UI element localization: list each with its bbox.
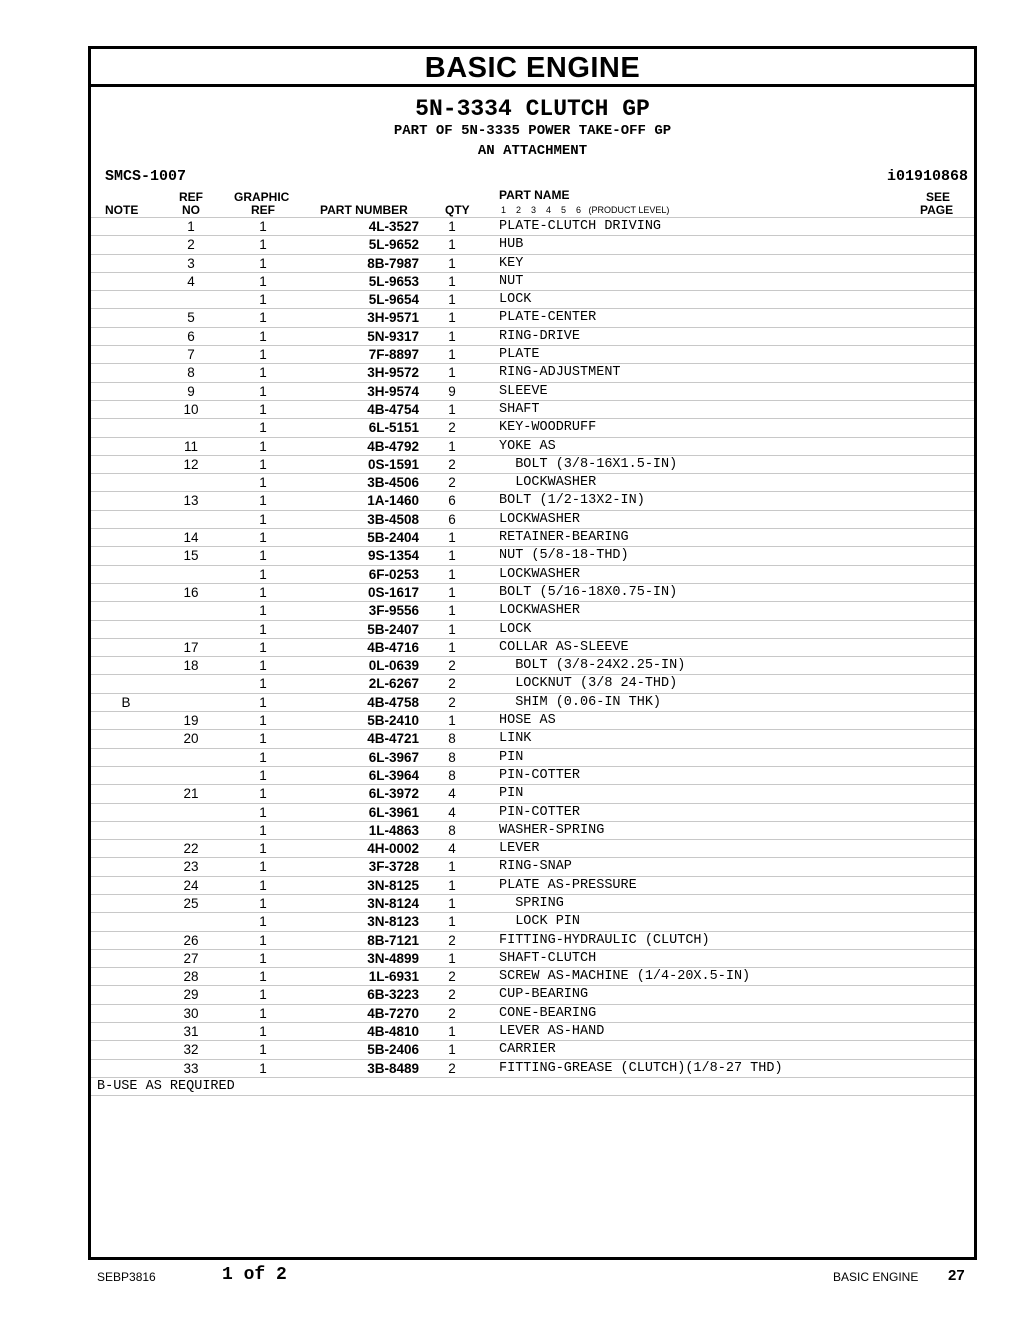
ref-no-cell: 22	[183, 841, 199, 857]
ref-no-cell: 9	[187, 383, 195, 399]
graphic-ref-cell: 1	[259, 530, 267, 546]
qty-cell: 1	[448, 950, 456, 966]
part-name-cell: CONE-BEARING	[499, 1005, 597, 1021]
graphic-ref-cell: 1	[259, 950, 267, 966]
ref-no-cell: 8	[187, 365, 195, 381]
part-name-cell: LOCK	[499, 292, 532, 308]
part-name-cell: LOCKWASHER	[499, 511, 581, 527]
ref-no-cell: 15	[183, 548, 199, 564]
table-row	[91, 272, 974, 290]
table-row	[91, 400, 974, 418]
graphic-ref-cell: 1	[259, 420, 267, 436]
ref-no-cell: 5	[187, 310, 195, 326]
ref-no-cell: 16	[183, 584, 199, 600]
header-note: NOTE	[105, 203, 139, 217]
ref-no-cell: 6	[187, 328, 195, 344]
part-number-cell: 3B-4506	[367, 475, 419, 491]
part-name-cell: NUT (5/8-18-THD)	[499, 548, 629, 564]
table-row	[91, 711, 974, 729]
ref-no-cell: 17	[183, 639, 199, 655]
table-row	[91, 967, 974, 985]
ref-no-cell: 23	[183, 859, 199, 875]
graphic-ref-cell: 1	[259, 914, 267, 930]
graphic-ref-cell: 1	[259, 566, 267, 582]
part-name-cell: KEY	[499, 255, 524, 271]
qty-cell: 1	[448, 1024, 456, 1040]
table-row	[91, 308, 974, 326]
part-number-cell: 2L-6267	[368, 676, 419, 692]
graphic-ref-cell: 1	[259, 255, 267, 271]
graphic-ref-cell: 1	[259, 658, 267, 674]
part-name-cell: RING-DRIVE	[499, 328, 581, 344]
table-row	[91, 327, 974, 345]
graphic-ref-cell: 1	[259, 584, 267, 600]
part-name-cell: RING-SNAP	[499, 859, 572, 875]
part-number-cell: 3N-8125	[367, 877, 419, 893]
table-row	[91, 784, 974, 802]
header-part-number: PART NUMBER	[320, 203, 408, 217]
ref-no-cell: 20	[183, 731, 199, 747]
part-name-cell: BOLT (3/8-24X2.25-IN)	[499, 658, 686, 674]
part-number-cell: 3N-8123	[367, 914, 419, 930]
part-name-cell: FITTING-GREASE (CLUTCH)(1/8-27 THD)	[499, 1060, 783, 1076]
part-number-cell: 1L-6931	[368, 969, 419, 985]
ref-no-cell: 32	[183, 1042, 199, 1058]
part-name-cell: CUP-BEARING	[499, 987, 589, 1003]
part-number-cell: 4B-4721	[367, 731, 419, 747]
graphic-ref-cell: 1	[259, 1024, 267, 1040]
part-name-cell: LOCKWASHER	[499, 566, 581, 582]
table-row	[91, 949, 974, 967]
table-row	[91, 620, 974, 638]
part-name-cell: LINK	[499, 731, 532, 747]
qty-cell: 9	[448, 383, 456, 399]
graphic-ref-cell: 1	[259, 438, 267, 454]
graphic-ref-cell: 1	[259, 475, 267, 491]
part-name-cell: FITTING-HYDRAULIC (CLUTCH)	[499, 932, 710, 948]
part-name-cell: WASHER-SPRING	[499, 822, 605, 838]
ref-no-cell: 13	[183, 493, 199, 509]
page-footer	[0, 1265, 1020, 1289]
part-number-cell: 3H-9572	[367, 365, 419, 381]
qty-cell: 1	[448, 328, 456, 344]
table-row	[91, 821, 974, 839]
table-row	[91, 583, 974, 601]
ref-no-cell: 24	[183, 877, 199, 893]
qty-cell: 1	[448, 401, 456, 417]
ref-no-cell: 14	[183, 530, 199, 546]
graphic-ref-cell: 1	[259, 731, 267, 747]
ref-no-cell: 28	[183, 969, 199, 985]
qty-cell: 8	[448, 767, 456, 783]
graphic-ref-cell: 1	[259, 1060, 267, 1076]
graphic-ref-cell: 1	[259, 292, 267, 308]
graphic-ref-cell: 1	[259, 639, 267, 655]
graphic-ref-cell: 1	[259, 603, 267, 619]
table-row	[91, 857, 974, 875]
graphic-ref-cell: 1	[259, 328, 267, 344]
graphic-ref-cell: 1	[259, 767, 267, 783]
part-number-cell: 5N-9317	[367, 328, 419, 344]
graphic-ref-cell: 1	[259, 694, 267, 710]
part-name-cell: CARRIER	[499, 1042, 556, 1058]
footnote-row	[91, 1077, 974, 1096]
ref-no-cell: 19	[183, 713, 199, 729]
graphic-ref-cell: 1	[259, 365, 267, 381]
graphic-ref-cell: 1	[259, 456, 267, 472]
table-row	[91, 931, 974, 949]
header-ref-bottom: NO	[182, 203, 200, 217]
part-name-cell: RETAINER-BEARING	[499, 530, 629, 546]
ref-no-cell: 27	[183, 950, 199, 966]
ref-no-cell: 1	[187, 219, 195, 234]
graphic-ref-cell: 1	[259, 310, 267, 326]
part-number-cell: 5B-2407	[367, 621, 419, 637]
qty-cell: 1	[448, 603, 456, 619]
table-row	[91, 656, 974, 674]
table-row	[91, 217, 974, 235]
header-qty: QTY	[445, 203, 470, 217]
graphic-ref-cell: 1	[259, 749, 267, 765]
part-number-cell: 8B-7987	[367, 255, 419, 271]
part-number-cell: 6F-0253	[368, 566, 419, 582]
table-row	[91, 748, 974, 766]
qty-cell: 1	[448, 859, 456, 875]
part-name-cell: SHAFT-CLUTCH	[499, 950, 597, 966]
table-row	[91, 1004, 974, 1022]
table-row	[91, 674, 974, 692]
part-number-cell: 1L-4863	[368, 822, 419, 838]
graphic-ref-cell: 1	[259, 621, 267, 637]
table-row	[91, 510, 974, 528]
ref-no-cell: 30	[183, 1005, 199, 1021]
graphic-ref-cell: 1	[259, 932, 267, 948]
qty-cell: 2	[448, 932, 456, 948]
table-row	[91, 1059, 974, 1077]
table-row	[91, 290, 974, 308]
part-name-cell: SLEEVE	[499, 383, 548, 399]
parent-group-line: PART OF 5N-3335 POWER TAKE-OFF GP	[393, 123, 672, 139]
graphic-ref-cell: 1	[259, 969, 267, 985]
part-number-cell: 4B-7270	[367, 1005, 419, 1021]
part-number-cell: 6L-3972	[368, 786, 419, 802]
graphic-ref-cell: 1	[259, 895, 267, 911]
smcs-code: SMCS-1007	[105, 168, 187, 185]
part-number-cell: 5B-2406	[367, 1042, 419, 1058]
qty-cell: 1	[448, 255, 456, 271]
part-number-cell: 4H-0002	[367, 841, 419, 857]
qty-cell: 8	[448, 749, 456, 765]
graphic-ref-cell: 1	[259, 493, 267, 509]
part-name-cell: LOCKWASHER	[499, 603, 581, 619]
section-banner: BASIC ENGINE	[91, 49, 974, 87]
ref-no-cell: 11	[183, 438, 198, 454]
qty-cell: 1	[448, 895, 456, 911]
graphic-ref-cell: 1	[259, 347, 267, 363]
qty-cell: 2	[448, 987, 456, 1003]
qty-cell: 1	[448, 566, 456, 582]
graphic-ref-cell: 1	[259, 877, 267, 893]
part-name-cell: PIN-COTTER	[499, 804, 581, 820]
graphic-ref-cell: 1	[259, 511, 267, 527]
table-row	[91, 418, 974, 436]
attachment-line: AN ATTACHMENT	[477, 143, 588, 159]
parts-page-frame	[88, 46, 977, 1260]
table-row	[91, 985, 974, 1003]
part-number-cell: 5B-2410	[367, 713, 419, 729]
part-name-cell: LOCK	[499, 621, 532, 637]
part-number-cell: 4L-3527	[368, 219, 419, 234]
graphic-ref-cell: 1	[259, 786, 267, 802]
part-name-cell: PLATE-CLUTCH DRIVING	[499, 219, 662, 234]
part-name-cell: SHIM (0.06-IN THK)	[499, 694, 662, 710]
table-row	[91, 546, 974, 564]
part-number-cell: 3F-3728	[368, 859, 419, 875]
ref-no-cell: 26	[183, 932, 199, 948]
graphic-ref-cell: 1	[259, 822, 267, 838]
part-number-cell: 6L-3967	[368, 749, 419, 765]
part-number-cell: 0S-1591	[367, 456, 419, 472]
qty-cell: 1	[448, 713, 456, 729]
ref-no-cell: 21	[183, 786, 199, 802]
part-number-cell: 3N-4899	[367, 950, 419, 966]
part-number-cell: 5L-9653	[368, 273, 419, 289]
table-row	[91, 565, 974, 583]
table-row	[91, 601, 974, 619]
qty-cell: 4	[448, 804, 456, 820]
part-number-cell: 3H-9571	[367, 310, 419, 326]
footer-page-number: 27	[948, 1267, 965, 1284]
graphic-ref-cell: 1	[259, 859, 267, 875]
graphic-ref-cell: 1	[259, 804, 267, 820]
qty-cell: 1	[448, 1042, 456, 1058]
footer-page-of: 1 of 2	[222, 1265, 287, 1285]
qty-cell: 1	[448, 621, 456, 637]
qty-cell: 4	[448, 786, 456, 802]
qty-cell: 6	[448, 493, 456, 509]
qty-cell: 2	[448, 475, 456, 491]
ref-no-cell: 10	[183, 401, 199, 417]
graphic-ref-cell: 1	[259, 841, 267, 857]
qty-cell: 1	[448, 237, 456, 253]
illustration-id: i01910868	[886, 168, 968, 185]
graphic-ref-cell: 1	[259, 219, 267, 234]
part-number-cell: 1A-1460	[367, 493, 419, 509]
table-row	[91, 839, 974, 857]
part-number-cell: 6L-5151	[368, 420, 419, 436]
part-number-cell: 5L-9654	[368, 292, 419, 308]
ref-no-cell: 4	[187, 273, 195, 289]
part-name-cell: PLATE-CENTER	[499, 310, 597, 326]
header-see-top: SEE	[926, 190, 951, 204]
part-name-cell: LOCKWASHER	[499, 475, 597, 491]
table-header	[91, 189, 974, 217]
table-row	[91, 1022, 974, 1040]
part-name-cell: YOKE AS	[499, 438, 556, 454]
part-name-cell: LEVER	[499, 841, 540, 857]
part-name-cell: RING-ADJUSTMENT	[499, 365, 621, 381]
part-number-cell: 6L-3964	[368, 767, 419, 783]
part-name-cell: LEVER AS-HAND	[499, 1024, 605, 1040]
table-row	[91, 912, 974, 930]
graphic-ref-cell: 1	[259, 1042, 267, 1058]
part-number-cell: 6B-3223	[367, 987, 419, 1003]
header-product-level: 1 2 3 4 5 6 (PRODUCT LEVEL)	[501, 205, 670, 215]
group-title: 5N-3334 CLUTCH GP	[415, 96, 650, 122]
part-number-cell: 9S-1354	[367, 548, 419, 564]
qty-cell: 1	[448, 584, 456, 600]
part-name-cell: COLLAR AS-SLEEVE	[499, 639, 629, 655]
part-name-cell: PLATE	[499, 347, 540, 363]
graphic-ref-cell: 1	[259, 987, 267, 1003]
table-row	[91, 363, 974, 381]
qty-cell: 2	[448, 676, 456, 692]
part-number-cell: 3B-4508	[367, 511, 419, 527]
part-name-cell: HUB	[499, 237, 524, 253]
table-row	[91, 638, 974, 656]
ref-no-cell: 18	[183, 658, 199, 674]
ref-no-cell: 3	[187, 255, 195, 271]
part-name-cell: SPRING	[499, 895, 564, 911]
qty-cell: 2	[448, 1060, 456, 1076]
note-cell: B	[121, 694, 131, 710]
part-number-cell: 3F-9556	[368, 603, 419, 619]
part-number-cell: 3H-9574	[367, 383, 419, 399]
graphic-ref-cell: 1	[259, 237, 267, 253]
ref-no-cell: 7	[187, 347, 195, 363]
ref-no-cell: 25	[183, 895, 199, 911]
table-row	[91, 473, 974, 491]
part-name-cell: BOLT (3/8-16X1.5-IN)	[499, 456, 678, 472]
qty-cell: 6	[448, 511, 456, 527]
part-name-cell: NUT	[499, 273, 524, 289]
table-row	[91, 382, 974, 400]
footer-section: BASIC ENGINE	[833, 1270, 919, 1284]
qty-cell: 1	[448, 273, 456, 289]
table-row	[91, 876, 974, 894]
table-row	[91, 894, 974, 912]
qty-cell: 2	[448, 456, 456, 472]
table-row	[91, 254, 974, 272]
footnote-text: B-USE AS REQUIRED	[97, 1078, 235, 1094]
qty-cell: 1	[448, 219, 456, 234]
parts-table	[91, 217, 974, 1096]
qty-cell: 2	[448, 420, 456, 436]
qty-cell: 2	[448, 658, 456, 674]
part-number-cell: 4B-4810	[367, 1024, 419, 1040]
part-number-cell: 8B-7121	[367, 932, 419, 948]
table-row	[91, 803, 974, 821]
part-name-cell: SHAFT	[499, 401, 540, 417]
ref-no-cell: 12	[183, 456, 199, 472]
header-ref-top: REF	[179, 190, 203, 204]
part-name-cell: HOSE AS	[499, 713, 556, 729]
header-graphic-top: GRAPHIC	[234, 190, 290, 204]
graphic-ref-cell: 1	[259, 273, 267, 289]
part-number-cell: 3B-8489	[367, 1060, 419, 1076]
qty-cell: 1	[448, 530, 456, 546]
ref-no-cell: 33	[183, 1060, 199, 1076]
table-row	[91, 528, 974, 546]
part-number-cell: 6L-3961	[368, 804, 419, 820]
part-name-cell: PIN-COTTER	[499, 767, 581, 783]
part-name-cell: PIN	[499, 749, 524, 765]
ref-no-cell: 29	[183, 987, 199, 1003]
graphic-ref-cell: 1	[259, 548, 267, 564]
part-number-cell: 4B-4792	[367, 438, 419, 454]
part-number-cell: 4B-4716	[367, 639, 419, 655]
qty-cell: 8	[448, 731, 456, 747]
table-row	[91, 437, 974, 455]
part-name-cell: BOLT (1/2-13X2-IN)	[499, 493, 645, 509]
qty-cell: 2	[448, 694, 456, 710]
qty-cell: 1	[448, 548, 456, 564]
graphic-ref-cell: 1	[259, 383, 267, 399]
qty-cell: 2	[448, 969, 456, 985]
qty-cell: 1	[448, 914, 456, 930]
code-row	[91, 168, 974, 188]
qty-cell: 1	[448, 365, 456, 381]
part-name-cell: LOCKNUT (3/8 24-THD)	[499, 676, 678, 692]
part-name-cell: KEY-WOODRUFF	[499, 420, 597, 436]
qty-cell: 2	[448, 1005, 456, 1021]
header-part-name: PART NAME	[499, 188, 570, 202]
ref-no-cell: 31	[183, 1024, 199, 1040]
footer-doc-id: SEBP3816	[97, 1270, 156, 1284]
table-row	[91, 766, 974, 784]
qty-cell: 1	[448, 292, 456, 308]
qty-cell: 1	[448, 438, 456, 454]
table-row	[91, 455, 974, 473]
table-row	[91, 491, 974, 509]
graphic-ref-cell: 1	[259, 1005, 267, 1021]
graphic-ref-cell: 1	[259, 676, 267, 692]
qty-cell: 4	[448, 841, 456, 857]
table-row	[91, 1040, 974, 1058]
part-name-cell: BOLT (5/16-18X0.75-IN)	[499, 584, 678, 600]
qty-cell: 1	[448, 310, 456, 326]
part-name-cell: PIN	[499, 786, 524, 802]
part-number-cell: 4B-4758	[367, 694, 419, 710]
part-number-cell: 0S-1617	[367, 584, 419, 600]
table-row	[91, 235, 974, 253]
qty-cell: 8	[448, 822, 456, 838]
header-see-bottom: PAGE	[920, 203, 954, 217]
part-number-cell: 5L-9652	[368, 237, 419, 253]
part-number-cell: 0L-0639	[368, 658, 419, 674]
part-name-cell: LOCK PIN	[499, 914, 581, 930]
part-name-cell: PLATE AS-PRESSURE	[499, 877, 637, 893]
part-number-cell: 5B-2404	[367, 530, 419, 546]
table-row	[91, 345, 974, 363]
ref-no-cell: 2	[187, 237, 195, 253]
table-row	[91, 693, 974, 711]
qty-cell: 1	[448, 639, 456, 655]
graphic-ref-cell: 1	[259, 713, 267, 729]
part-number-cell: 7F-8897	[368, 347, 419, 363]
part-number-cell: 3N-8124	[367, 895, 419, 911]
qty-cell: 1	[448, 347, 456, 363]
part-number-cell: 4B-4754	[367, 401, 419, 417]
part-name-cell: SCREW AS-MACHINE (1/4-20X.5-IN)	[499, 969, 751, 985]
table-row	[91, 729, 974, 747]
qty-cell: 1	[448, 877, 456, 893]
graphic-ref-cell: 1	[259, 401, 267, 417]
header-graphic-bottom: REF	[251, 203, 275, 217]
